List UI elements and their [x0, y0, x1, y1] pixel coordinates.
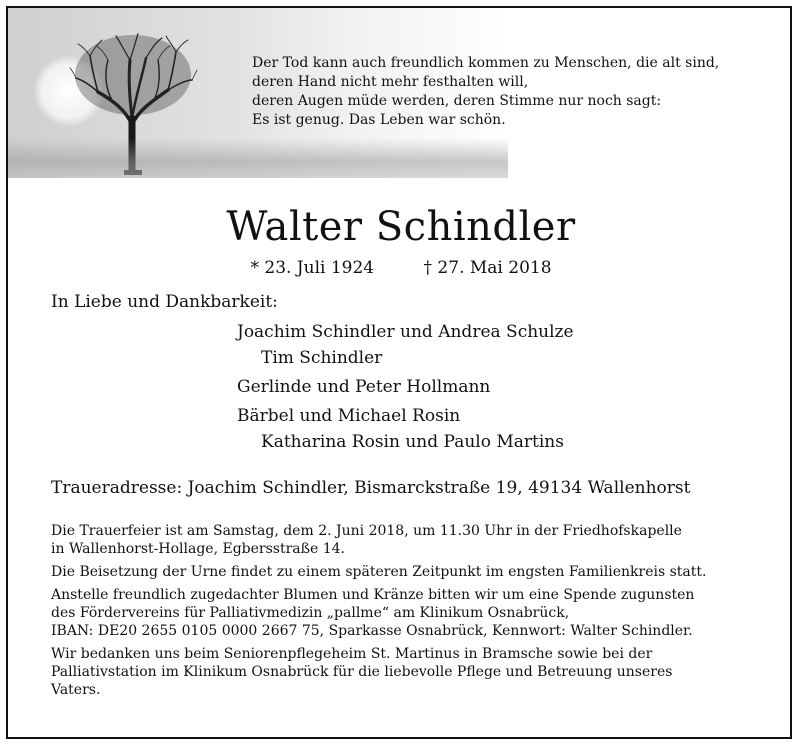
mourner-line: Joachim Schindler und Andrea Schulze [237, 322, 574, 342]
mourner-line: Bärbel und Michael Rosin [237, 406, 461, 426]
poem-line: deren Augen müde werden, deren Stimme nur noch sagt: [252, 93, 662, 109]
poem-line: Es ist genug. Das Leben war schön. [252, 112, 506, 128]
thanks-line: Vaters. [51, 682, 101, 698]
urn-notice [51, 563, 789, 581]
thanks-line: Wir bedanken uns beim Seniorenpflegeheim St. Martinus in Bramsche sowie bei der [51, 646, 653, 662]
mourners-intro: In Liebe und Dankbarkeit: [51, 292, 278, 312]
notices [51, 522, 789, 704]
mourning-address: Traueradresse: Joachim Schindler, Bismarckstraße 19, 49134 Wallenhorst [51, 478, 691, 498]
thanks-notice [51, 645, 789, 699]
donation-line: Anstelle freundlich zugedachter Blumen und Kränze bitten wir um eine Spende zugunsten [51, 587, 695, 603]
funeral-notice [51, 522, 789, 558]
life-dates [8, 258, 792, 278]
donation-notice [51, 586, 789, 640]
obituary-frame [6, 6, 792, 739]
poem-line: deren Hand nicht mehr festhalten will, [252, 74, 529, 90]
funeral-line: in Wallenhorst-Hollage, Egbersstraße 14. [51, 541, 345, 557]
death-date: † 27. Mai 2018 [423, 258, 552, 278]
mourner-line: Katharina Rosin und Paulo Martins [261, 432, 564, 452]
birth-date: * 23. Juli 1924 [250, 258, 375, 278]
donation-iban: IBAN: DE20 2655 0105 0000 2667 75, Sparkasse Osnabrück, Kennwort: Walter Schindler. [51, 623, 693, 639]
mourner-line: Gerlinde und Peter Hollmann [237, 377, 491, 397]
deceased-name: Walter Schindler [226, 204, 576, 250]
header-image-band [8, 8, 720, 178]
thanks-line: Palliativstation im Klinikum Osnabrück für die liebevolle Pflege und Betreuung unseres [51, 664, 673, 680]
poem-line: Der Tod kann auch freundlich kommen zu Menschen, die alt sind, [252, 55, 720, 71]
tree-icon [68, 30, 198, 175]
mourner-line: Tim Schindler [261, 348, 383, 368]
urn-line: Die Beisetzung der Urne findet zu einem späteren Zeitpunkt im engsten Familienkreis statt. [51, 564, 707, 580]
funeral-line: Die Trauerfeier ist am Samstag, dem 2. Juni 2018, um 11.30 Uhr in der Friedhofskapelle [51, 523, 682, 539]
poem [252, 54, 719, 130]
donation-line: des Fördervereins für Palliativmedizin „pallme“ am Klinikum Osnabrück, [51, 605, 570, 621]
